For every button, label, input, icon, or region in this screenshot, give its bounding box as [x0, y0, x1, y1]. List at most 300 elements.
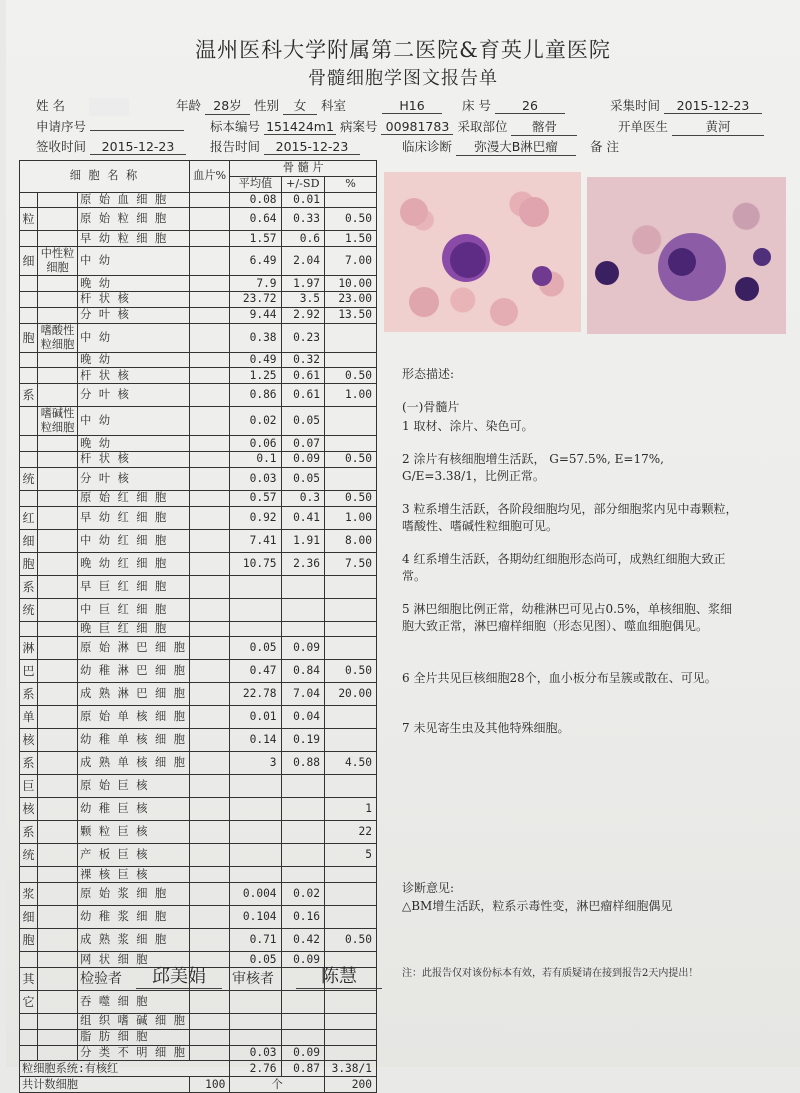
row-cell-name: 原 始 粒 细 胞	[78, 208, 190, 231]
row-subgroup-label	[37, 660, 77, 683]
table-row	[20, 467, 377, 490]
table-row	[20, 490, 377, 506]
row-subgroup-label	[37, 552, 77, 575]
row-mean: 0.05	[230, 637, 281, 660]
rbc	[490, 298, 518, 326]
table-row	[20, 1029, 377, 1045]
row-mean: 0.71	[230, 929, 281, 952]
table-row	[20, 552, 377, 575]
row-group-label: 胞	[20, 929, 38, 952]
row-subgroup-label	[37, 467, 77, 490]
row-group-label: 浆	[20, 883, 38, 906]
row-blood-pct	[190, 706, 230, 729]
row-subgroup-label	[37, 231, 77, 247]
row-sd: 0.05	[281, 467, 324, 490]
row-cell-name: 杆 状 核	[78, 451, 190, 467]
dept-value: H16	[382, 98, 442, 114]
row-subgroup-label	[37, 1029, 77, 1045]
row-group-label	[20, 192, 38, 208]
row-sd: 1.91	[281, 529, 324, 552]
row-pct	[325, 775, 377, 798]
row-blood-pct	[190, 352, 230, 368]
row-subgroup-label	[37, 867, 77, 883]
row-cell-name: 早 幼 红 细 胞	[78, 506, 190, 529]
row-blood-pct	[190, 276, 230, 292]
row-subgroup-label: 嗜碱性粒细胞	[37, 407, 77, 436]
row-group-label	[20, 621, 38, 637]
table-row	[20, 451, 377, 467]
row-pct	[325, 575, 377, 598]
marrow-micrograph-1	[384, 172, 581, 332]
table-row	[20, 208, 377, 231]
table-row	[20, 798, 377, 821]
row-subgroup-label	[37, 844, 77, 867]
name-label: 姓 名	[36, 98, 65, 113]
row-pct: 7.00	[325, 247, 377, 276]
row-mean: 0.57	[230, 490, 281, 506]
row-group-label: 细	[20, 906, 38, 929]
row-cell-name: 分 叶 核	[78, 384, 190, 407]
row-cell-name: 成 熟 浆 细 胞	[78, 929, 190, 952]
row-group-label: 胞	[20, 552, 38, 575]
table-row	[20, 352, 377, 368]
table-row	[20, 729, 377, 752]
row-cell-name: 杆 状 核	[78, 368, 190, 384]
header-cell-name: 细 胞 名 称	[20, 161, 190, 193]
collect-value: 2015-12-23	[664, 98, 762, 114]
micrograph-1-drawing	[384, 172, 581, 332]
table-row	[20, 436, 377, 452]
row-blood-pct	[190, 506, 230, 529]
row-sd	[281, 575, 324, 598]
row-subgroup-label	[37, 683, 77, 706]
row-sd: 0.41	[281, 506, 324, 529]
row-mean: 0.14	[230, 729, 281, 752]
row-sd	[281, 821, 324, 844]
row-mean	[230, 575, 281, 598]
row-sd	[281, 1013, 324, 1029]
row-blood-pct	[190, 929, 230, 952]
row-sd: 0.07	[281, 436, 324, 452]
header-sd: +/-SD	[281, 176, 324, 192]
rbc	[519, 197, 549, 227]
report-paper	[6, 0, 800, 1091]
row-cell-name: 原 始 血 细 胞	[78, 192, 190, 208]
row-pct: 1.50	[325, 231, 377, 247]
row-sd: 0.6	[281, 231, 324, 247]
table-row	[20, 384, 377, 407]
table-row	[20, 706, 377, 729]
morph-item-1: 1 取材、涂片、染色可。	[402, 419, 534, 433]
row-blood-pct	[190, 231, 230, 247]
row-blood-pct	[190, 1045, 230, 1061]
row-blood-pct	[190, 436, 230, 452]
rbc	[409, 287, 439, 317]
bed-value: 26	[495, 98, 565, 114]
row-blood-pct	[190, 247, 230, 276]
row-mean: 0.01	[230, 706, 281, 729]
inspector-signature: 邱美娟	[136, 962, 222, 989]
receive-value: 2015-12-23	[90, 139, 186, 155]
table-row	[20, 307, 377, 323]
row-sd	[281, 990, 324, 1013]
row-cell-name: 产 板 巨 核	[78, 844, 190, 867]
row-mean: 0.1	[230, 451, 281, 467]
total-marrow: 200	[325, 1077, 377, 1093]
row-subgroup-label	[37, 1045, 77, 1061]
row-cell-name: 晚 幼 红 细 胞	[78, 552, 190, 575]
row-pct	[325, 906, 377, 929]
row-pct: 0.50	[325, 368, 377, 384]
diag-field	[402, 137, 619, 156]
row-subgroup-label	[37, 506, 77, 529]
report-time-field	[210, 137, 360, 155]
row-sd: 1.97	[281, 276, 324, 292]
row-sd	[281, 867, 324, 883]
row-mean: 0.03	[230, 1045, 281, 1061]
doctor-value: 黄河	[672, 117, 764, 136]
row-blood-pct	[190, 208, 230, 231]
row-mean	[230, 990, 281, 1013]
table-row	[20, 247, 377, 276]
row-group-label: 单	[20, 706, 38, 729]
ratio-sd: 0.87	[281, 1061, 324, 1077]
collect-field	[610, 96, 762, 114]
micrograph-2-drawing	[587, 177, 786, 334]
row-cell-name: 早 幼 粒 细 胞	[78, 231, 190, 247]
reviewer-label: 审核者	[232, 971, 274, 987]
table-row	[20, 844, 377, 867]
row-sd: 0.16	[281, 906, 324, 929]
row-subgroup-label	[37, 368, 77, 384]
row-subgroup-label	[37, 929, 77, 952]
row-sd: 0.33	[281, 208, 324, 231]
row-subgroup-label	[37, 575, 77, 598]
row-mean: 0.86	[230, 384, 281, 407]
header-mean: 平均值	[230, 176, 281, 192]
small-cell	[532, 266, 552, 286]
table-row	[20, 906, 377, 929]
report-value: 2015-12-23	[264, 139, 360, 155]
row-subgroup-label	[37, 490, 77, 506]
morph-item-7: 7 未见寄生虫及其他特殊细胞。	[402, 721, 570, 735]
inspector-label: 检验者	[80, 971, 122, 987]
row-mean	[230, 867, 281, 883]
row-blood-pct	[190, 575, 230, 598]
row-blood-pct	[190, 621, 230, 637]
row-subgroup-label	[37, 307, 77, 323]
row-blood-pct	[190, 883, 230, 906]
row-group-label	[20, 352, 38, 368]
row-mean	[230, 1013, 281, 1029]
row-subgroup-label: 中性粒细胞	[37, 247, 77, 276]
row-subgroup-label	[37, 729, 77, 752]
row-mean	[230, 775, 281, 798]
row-mean: 0.004	[230, 883, 281, 906]
table-row	[20, 990, 377, 1013]
morph-item-2: 2 涂片有核细胞增生活跃， G=57.5%, E=17%, G/E=3.38/1，比例正常。	[402, 452, 664, 483]
row-group-label	[20, 1045, 38, 1061]
row-group-label: 系	[20, 683, 38, 706]
row-blood-pct	[190, 660, 230, 683]
row-subgroup-label	[37, 621, 77, 637]
row-cell-name: 成 熟 单 核 细 胞	[78, 752, 190, 775]
row-subgroup-label	[37, 291, 77, 307]
dept-value-field	[382, 96, 565, 114]
row-cell-name: 组 织 嗜 碱 细 胞	[78, 1013, 190, 1029]
row-blood-pct	[190, 552, 230, 575]
row-sd	[281, 621, 324, 637]
row-mean: 0.104	[230, 906, 281, 929]
row-group-label: 巨	[20, 775, 38, 798]
row-cell-name: 幼 稚 单 核 细 胞	[78, 729, 190, 752]
row-sd: 0.09	[281, 1045, 324, 1061]
row-blood-pct	[190, 1029, 230, 1045]
table-row	[20, 231, 377, 247]
table-row	[20, 276, 377, 292]
row-group-label	[20, 368, 38, 384]
header-pct: %	[325, 176, 377, 192]
row-cell-name: 原 始 巨 核	[78, 775, 190, 798]
table-row	[20, 775, 377, 798]
row-subgroup-label	[37, 775, 77, 798]
remark-label: 备 注	[589, 139, 619, 154]
row-cell-name: 晚 幼	[78, 352, 190, 368]
ratio-pct: 3.38/1	[325, 1061, 377, 1077]
row-pct	[325, 883, 377, 906]
row-pct: 7.50	[325, 552, 377, 575]
morph-item-6: 6 全片共见巨核细胞28个，血小板分布呈簇或散在、可见。	[402, 671, 717, 685]
patient-name	[36, 96, 129, 116]
row-subgroup-label	[37, 906, 77, 929]
row-mean: 0.49	[230, 352, 281, 368]
reviewer-signature: 陈慧	[296, 962, 382, 989]
row-sd	[281, 844, 324, 867]
row-mean: 0.03	[230, 467, 281, 490]
row-pct	[325, 407, 377, 436]
footer-notice: 注：此报告仅对该份标本有效，若有质疑请在接到报告2天内提出！	[402, 968, 699, 979]
total-unit: 个	[230, 1077, 325, 1093]
marrow-micrograph-2	[587, 177, 786, 334]
row-subgroup-label	[37, 952, 77, 968]
row-cell-name: 分 类 不 明 细 胞	[78, 1045, 190, 1061]
row-sd: 0.42	[281, 929, 324, 952]
row-blood-pct	[190, 598, 230, 621]
row-pct: 22	[325, 821, 377, 844]
row-blood-pct	[190, 844, 230, 867]
row-sd	[281, 775, 324, 798]
row-mean: 3	[230, 752, 281, 775]
cell-count-table	[19, 160, 377, 1093]
row-blood-pct	[190, 752, 230, 775]
apply-field	[36, 117, 184, 135]
apply-label: 申请序号	[36, 119, 87, 134]
dark-cell	[735, 277, 759, 301]
row-group-label	[20, 952, 38, 968]
row-subgroup-label	[37, 990, 77, 1013]
row-cell-name: 成 熟 淋 巴 细 胞	[78, 683, 190, 706]
row-cell-name: 中 幼 红 细 胞	[78, 529, 190, 552]
case-value: 00981783	[381, 119, 453, 135]
row-blood-pct	[190, 906, 230, 929]
row-cell-name: 晚 幼	[78, 276, 190, 292]
row-blood-pct	[190, 307, 230, 323]
row-subgroup-label	[37, 451, 77, 467]
row-pct: 0.50	[325, 660, 377, 683]
table-row	[20, 506, 377, 529]
row-pct	[325, 467, 377, 490]
receive-label: 签收时间	[36, 139, 87, 154]
row-pct	[325, 1045, 377, 1061]
row-sd: 0.09	[281, 637, 324, 660]
hemophagocyte-nucleus	[668, 248, 696, 276]
table-row	[20, 1045, 377, 1061]
row-pct: 5	[325, 844, 377, 867]
row-subgroup-label	[37, 967, 77, 990]
age-value: 28岁	[205, 96, 250, 115]
table-row	[20, 192, 377, 208]
row-blood-pct	[190, 192, 230, 208]
row-subgroup-label	[37, 883, 77, 906]
age-label: 年龄	[176, 98, 202, 113]
row-group-label	[20, 291, 38, 307]
row-group-label	[20, 1029, 38, 1045]
row-subgroup-label	[37, 1013, 77, 1029]
row-cell-name: 裸 核 巨 核	[78, 867, 190, 883]
row-blood-pct	[190, 291, 230, 307]
row-sd	[281, 1029, 324, 1045]
row-blood-pct	[190, 798, 230, 821]
dept-label: 科室	[320, 98, 346, 113]
header-blood: 血片%	[190, 161, 230, 193]
dark-cell	[595, 261, 619, 285]
row-cell-name: 分 叶 核	[78, 307, 190, 323]
row-cell-name: 颗 粒 巨 核	[78, 821, 190, 844]
row-cell-name: 原 始 红 细 胞	[78, 490, 190, 506]
table-row	[20, 1013, 377, 1029]
row-pct: 20.00	[325, 683, 377, 706]
row-group-label: 统	[20, 467, 38, 490]
table-row	[20, 683, 377, 706]
header-marrow: 骨 髓 片	[230, 161, 377, 177]
row-cell-name: 杆 状 核	[78, 291, 190, 307]
row-pct: 10.00	[325, 276, 377, 292]
row-sd: 0.61	[281, 384, 324, 407]
row-pct	[325, 192, 377, 208]
row-cell-name: 中 幼	[78, 247, 190, 276]
row-cell-name: 中 巨 红 细 胞	[78, 598, 190, 621]
doctor-field	[618, 117, 764, 136]
table-row	[20, 575, 377, 598]
row-mean: 0.02	[230, 407, 281, 436]
site-label: 采取部位	[457, 119, 508, 134]
row-mean: 0.38	[230, 323, 281, 352]
row-sd	[281, 798, 324, 821]
row-pct	[325, 598, 377, 621]
morph-item-4: 4 红系增生活跃，各期幼红细胞形态尚可，成熟红细胞大致正常。	[402, 552, 726, 583]
report-title: 骨髓细胞学图文报告单	[308, 68, 498, 89]
row-sd: 0.05	[281, 407, 324, 436]
row-group-label: 核	[20, 798, 38, 821]
table-row	[20, 291, 377, 307]
row-group-label	[20, 451, 38, 467]
row-group-label: 其	[20, 967, 38, 990]
morph-item-5: 5 淋巴细胞比例正常，幼稚淋巴可见占0.5%，单核细胞、浆细胞大致正常，淋巴瘤样细胞（形态见图）、噬血细胞偶见。	[402, 602, 732, 633]
sex-value: 女	[283, 96, 317, 115]
row-mean	[230, 821, 281, 844]
sex-label: 性别	[253, 98, 279, 113]
row-group-label	[20, 1013, 38, 1029]
row-cell-name: 早 巨 红 细 胞	[78, 575, 190, 598]
row-group-label: 系	[20, 384, 38, 407]
row-group-label	[20, 276, 38, 292]
row-subgroup-label	[37, 798, 77, 821]
row-pct: 0.50	[325, 208, 377, 231]
row-mean: 0.47	[230, 660, 281, 683]
collect-label: 采集时间	[610, 98, 661, 113]
row-mean	[230, 844, 281, 867]
table-row	[20, 752, 377, 775]
row-mean: 6.49	[230, 247, 281, 276]
row-group-label	[20, 407, 38, 436]
row-blood-pct	[190, 775, 230, 798]
row-sd: 0.02	[281, 883, 324, 906]
row-pct: 4.50	[325, 752, 377, 775]
row-blood-pct	[190, 407, 230, 436]
row-sd: 2.92	[281, 307, 324, 323]
table-row	[20, 637, 377, 660]
row-subgroup-label	[37, 276, 77, 292]
morph-section: (一)骨髓片	[402, 400, 460, 414]
row-blood-pct	[190, 821, 230, 844]
row-subgroup-label	[37, 208, 77, 231]
row-cell-name: 幼 稚 淋 巴 细 胞	[78, 660, 190, 683]
row-subgroup-label	[37, 436, 77, 452]
row-blood-pct	[190, 368, 230, 384]
total-blood: 100	[190, 1077, 230, 1093]
row-cell-name: 中 幼	[78, 323, 190, 352]
row-cell-name: 原 始 单 核 细 胞	[78, 706, 190, 729]
morph-title: 形态描述:	[402, 367, 455, 381]
row-pct: 8.00	[325, 529, 377, 552]
row-sd: 0.19	[281, 729, 324, 752]
row-mean: 7.41	[230, 529, 281, 552]
row-pct	[325, 436, 377, 452]
row-sd: 0.32	[281, 352, 324, 368]
row-blood-pct	[190, 529, 230, 552]
row-group-label: 红	[20, 506, 38, 529]
row-group-label	[20, 231, 38, 247]
row-mean: 0.06	[230, 436, 281, 452]
row-group-label: 细	[20, 529, 38, 552]
row-subgroup-label	[37, 598, 77, 621]
row-mean: 1.25	[230, 368, 281, 384]
table-row	[20, 929, 377, 952]
table-row	[20, 368, 377, 384]
row-group-label	[20, 307, 38, 323]
row-group-label: 统	[20, 844, 38, 867]
row-pct: 23.00	[325, 291, 377, 307]
row-subgroup-label	[37, 637, 77, 660]
row-subgroup-label	[37, 752, 77, 775]
table-row	[20, 867, 377, 883]
row-cell-name: 原 始 淋 巴 细 胞	[78, 637, 190, 660]
row-cell-name: 晚 幼	[78, 436, 190, 452]
table-row	[20, 323, 377, 352]
row-mean: 1.57	[230, 231, 281, 247]
row-pct	[325, 352, 377, 368]
row-blood-pct	[190, 1013, 230, 1029]
